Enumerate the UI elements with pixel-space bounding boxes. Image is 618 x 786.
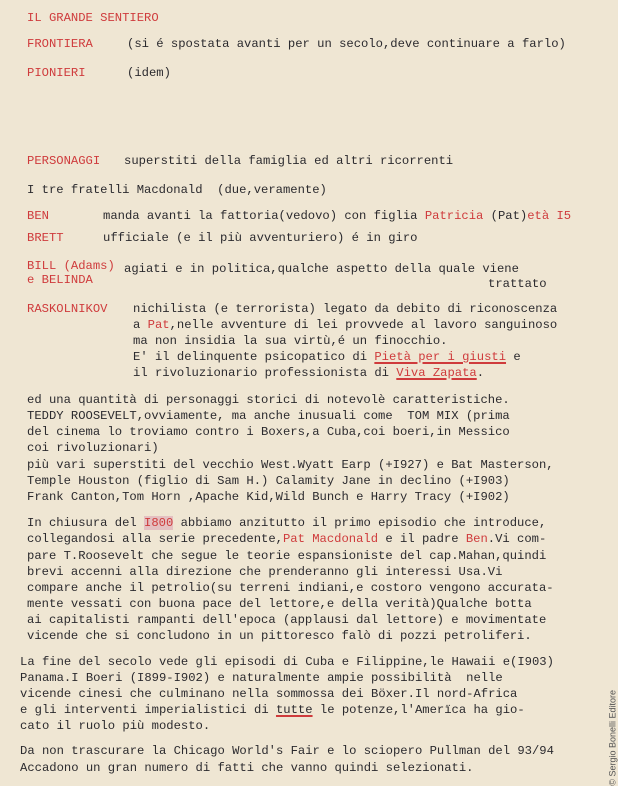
frontiera-text: (si é spostata avanti per un secolo,deve continuare a farlo) — [127, 37, 566, 51]
trascurare-line: Da non trascurare la Chicago World's Fair e lo sciopero Pullman del 93/94 — [20, 744, 554, 758]
raskolnikov-line-2 — [133, 318, 557, 332]
chiusura-line-8: vicende che si concludono in un pittoresco falò di pozzi petroliferi. — [27, 629, 532, 643]
raskolnikov-l4-a: E' il delinquente psicopatico di — [133, 350, 375, 364]
ben-text-a: manda avanti la fattoria(vedovo) con figlia — [103, 209, 425, 223]
frontiera-label: FRONTIERA — [27, 37, 93, 51]
year-1800: I800 — [144, 516, 174, 530]
chiusura-line-6: mente vessati con buona pace del lettore,e della verità)Qualche botta — [27, 597, 532, 611]
fine-line-2: Panama.I Boeri (I899-I902) e naturalmente ampie possibilità nelle — [20, 671, 503, 685]
chiusura-l2-b: e il padre — [378, 532, 466, 546]
storici-line-4: coi rivoluzionari) — [27, 441, 159, 455]
tutte-underlined: tutte — [275, 703, 313, 717]
chiusura-l2-a: collegandosi alla serie precedente, — [27, 532, 283, 546]
fine-line-4 — [20, 703, 525, 717]
raskolnikov-l2-b: ,nelle avventure di lei provvede al lavoro sanguinoso — [169, 318, 558, 332]
bill-label-2: e BELINDA — [27, 273, 93, 287]
pionieri-label: PIONIERI — [27, 66, 86, 80]
chiusura-l2-c: .Vi com- — [487, 532, 547, 546]
ben-text — [103, 209, 571, 223]
raskolnikov-line-3: ma non insidia la sua virtù,é un finocchio. — [133, 334, 448, 348]
film-viva-zapata: Viva Zapata — [396, 366, 477, 380]
raskolnikov-line-4 — [133, 350, 521, 364]
bill-text-1: agiati e in politica,qualche aspetto della quale viene — [124, 262, 519, 276]
chiusura-line-3: pare T.Roosevelt che segue le teorie espansioniste del cap.Mahan,quindi — [27, 549, 547, 563]
raskolnikov-label: RASKOLNIKOV — [27, 302, 108, 316]
pat-name: Pat — [147, 318, 170, 332]
chiusura-line-4: brevi accenni alla direzione che prenderanno gli interessi Usa.Vi — [27, 565, 503, 579]
chiusura-line-1 — [27, 516, 546, 530]
raskolnikov-line-5 — [133, 366, 484, 380]
pionieri-text: (idem) — [127, 66, 171, 80]
film-pieta-per-i-giusti: Pietà per i giusti — [374, 350, 507, 364]
raskolnikov-line-1: nichilista (e terrorista) legato da debito di riconoscenza — [133, 302, 558, 316]
ben-text-b: (Pat) — [483, 209, 528, 223]
chiusura-line-7: ai capitalisti rampanti dell'epoca (applausi dal lettore) e movimentate — [27, 613, 547, 627]
personaggi-label: PERSONAGGI — [27, 154, 101, 168]
storici-line-7: Frank Canton,Tom Horn ,Apache Kid,Wild Bunch e Harry Tracy (+I902) — [27, 490, 510, 504]
pat-macdonald-name: Pat Macdonald — [282, 532, 379, 546]
fine-l4-b: le potenze,l'Amerïca ha gio- — [312, 703, 525, 717]
personaggi-text: superstiti della famiglia ed altri ricorrenti — [124, 154, 454, 168]
fine-l4-a: e gli interventi imperialistici di — [20, 703, 276, 717]
ben-eta: età I5 — [527, 209, 572, 223]
ben-label: BEN — [27, 209, 49, 223]
fine-line-3: vicende cinesi che culminano nella sommossa dei Böxer.Il nord-Africa — [20, 687, 518, 701]
storici-line-6: Temple Houston (figlio di Sam H.) Calamity Jane in declino (+I903) — [27, 474, 510, 488]
storici-line-1: ed una quantità di personaggi storici di notevolè caratteristiche. — [27, 393, 510, 407]
chiusura-line-5: compare anche il petrolio(su terreni indiani,e costoro vengono accurata- — [27, 581, 554, 595]
patricia-name: Patricia — [424, 209, 484, 223]
fine-line-5: cato il ruolo più modesto. — [20, 719, 211, 733]
bill-text-2: trattato — [488, 277, 547, 291]
chiusura-l1-b: abbiamo anzitutto il primo episodio che introduce, — [173, 516, 547, 530]
chiusura-line-2 — [27, 532, 546, 546]
storici-line-2: TEDDY ROOSEVELT,ovviamente, ma anche inusuali come TOM MIX (prima — [27, 409, 510, 423]
document-title: IL GRANDE SENTIERO — [27, 11, 159, 25]
raskolnikov-l5-b: . — [476, 366, 485, 380]
fine-line-1: La fine del secolo vede gli episodi di Cuba e Filippine,le Hawaii e(I903) — [20, 655, 554, 669]
accadono-line: Accadono un gran numero di fatti che vanno quindi selezionati. — [20, 761, 474, 775]
storici-line-5: più vari superstiti del vecchio West.Wyatt Earp (+I927) e Bat Masterson, — [27, 458, 554, 472]
chiusura-l1-a: In chiusura del — [27, 516, 145, 530]
raskolnikov-l4-b: e — [506, 350, 521, 364]
raskolnikov-l2-a: a — [133, 318, 148, 332]
copyright-credit: © Sergio Bonelli Editore — [608, 690, 618, 786]
storici-line-3: del cinema lo troviamo contro i Boxers,a Cuba,coi boeri,in Messico — [27, 425, 510, 439]
fratelli-line: I tre fratelli Macdonald (due,veramente) — [27, 183, 327, 197]
brett-label: BRETT — [27, 231, 64, 245]
ben-name: Ben — [465, 532, 488, 546]
bill-label-1: BILL (Adams) — [27, 259, 115, 273]
raskolnikov-l5-a: il rivoluzionario professionista di — [133, 366, 397, 380]
brett-text: ufficiale (e il più avventuriero) é in giro — [103, 231, 418, 245]
